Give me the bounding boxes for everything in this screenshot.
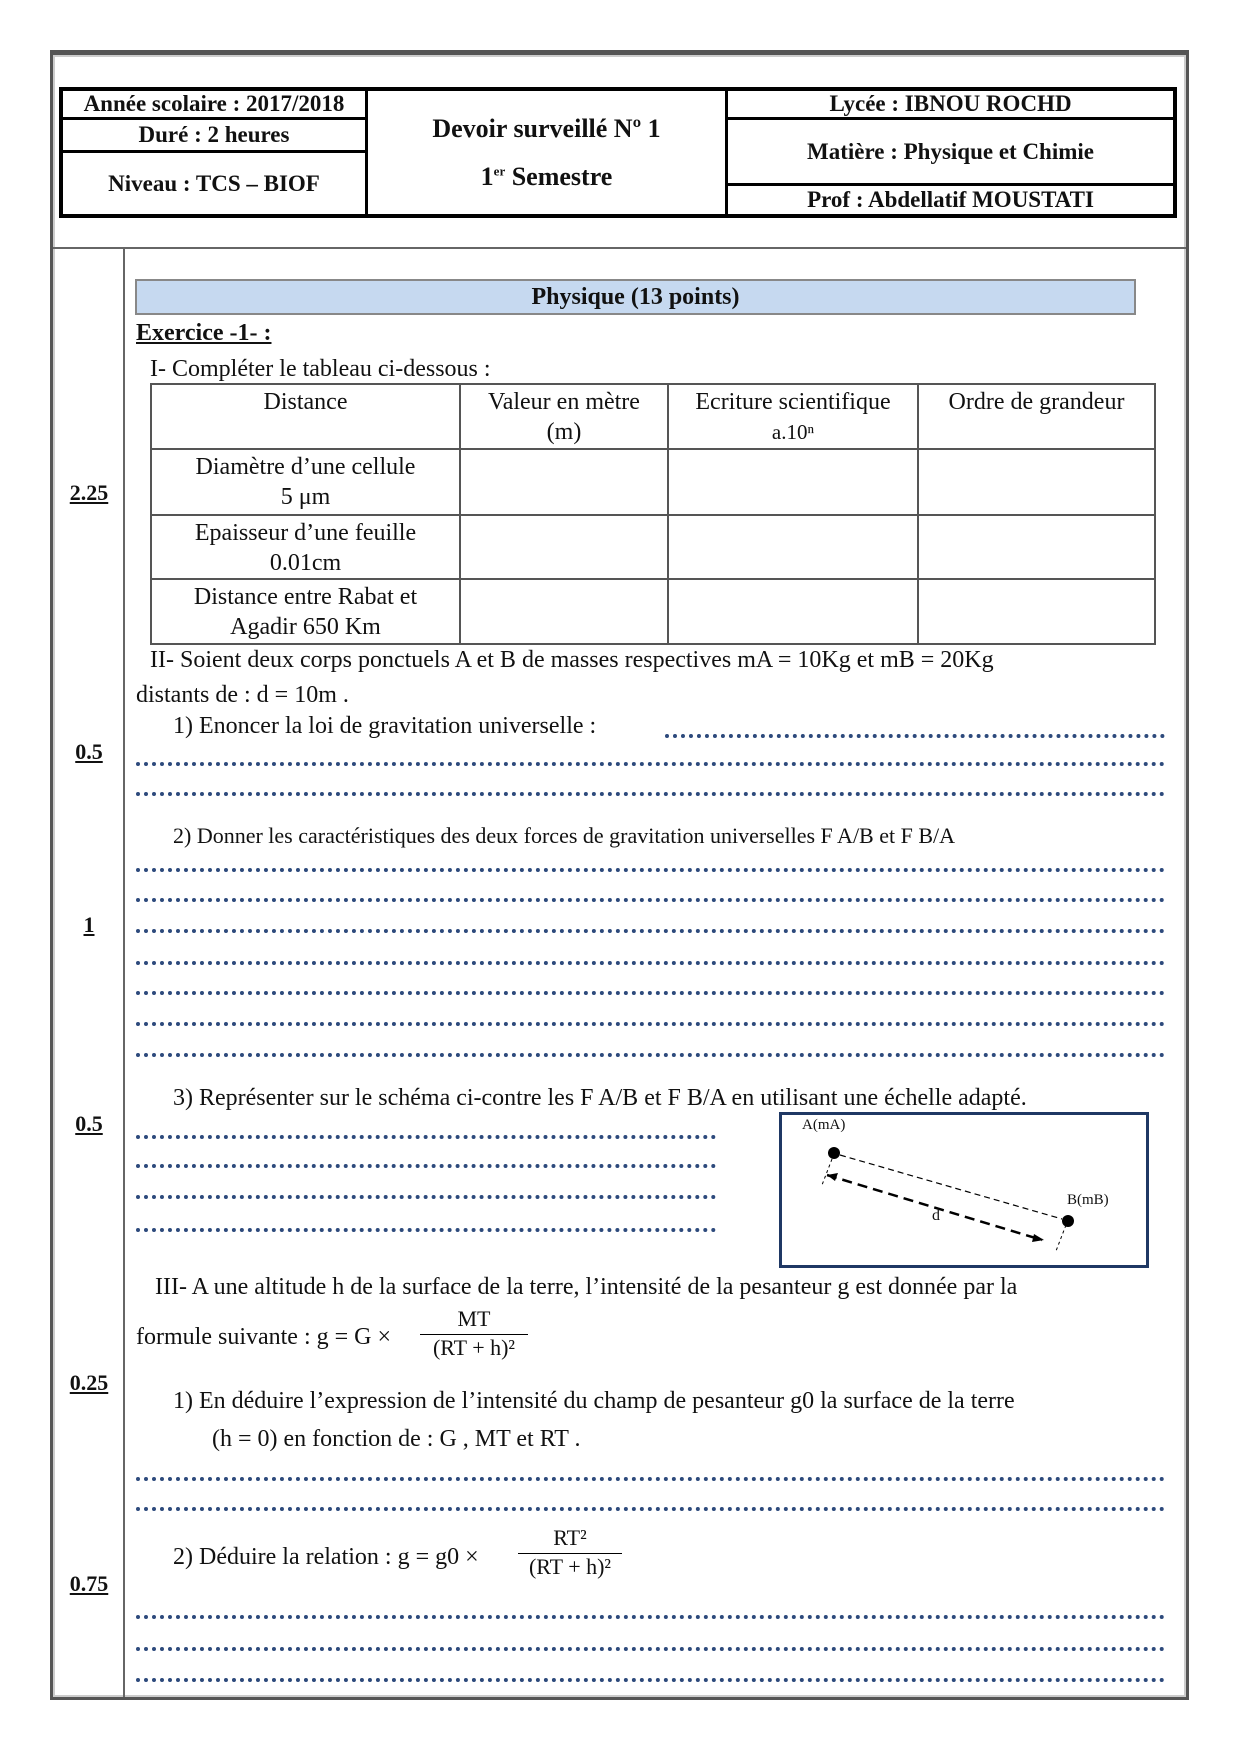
header-table xyxy=(59,87,1177,218)
answer-line[interactable] xyxy=(136,961,1165,965)
exercise-title: Exercice -1- : xyxy=(136,320,272,346)
score: 0.5 xyxy=(75,739,103,764)
table-row: Distance entre Rabat et Agadir 650 Km xyxy=(151,579,1155,644)
part2-intro: II- Soient deux corps ponctuels A et B de masses respectives mA = 10Kg et mB = 20Kg xyxy=(150,647,994,673)
table-header: Distance xyxy=(151,384,460,449)
question-2-3: 3) Représenter sur le schéma ci-contre les F A/B et F B/A en utilisant une échelle adapté. xyxy=(173,1085,1027,1111)
table-header: Ecriture scientifique a.10ⁿ xyxy=(668,384,918,449)
question-3-2: 2) Déduire la relation : g = g0 × xyxy=(173,1544,479,1570)
school-year: Année scolaire : 2017/2018 xyxy=(63,91,365,120)
answer-line[interactable] xyxy=(136,1022,1165,1026)
answer-cell[interactable] xyxy=(918,579,1155,644)
distance-table xyxy=(150,383,1156,645)
semester: 1er Semestre xyxy=(480,161,613,191)
label-a: A(mA) xyxy=(802,1117,846,1133)
divider xyxy=(53,247,1186,249)
answer-line[interactable] xyxy=(136,792,1165,796)
answer-cell[interactable] xyxy=(460,515,668,579)
level: Niveau : TCS – BIOF xyxy=(108,170,320,196)
answer-line[interactable] xyxy=(136,1615,1165,1619)
answer-line[interactable] xyxy=(136,1477,1165,1481)
answer-line[interactable] xyxy=(136,1135,716,1139)
answer-line[interactable] xyxy=(136,868,1165,872)
score: 1 xyxy=(83,912,95,937)
answer-line[interactable] xyxy=(136,1647,1165,1651)
answer-line[interactable] xyxy=(136,1228,716,1232)
diagram-drawing xyxy=(782,1115,1146,1265)
answer-cell[interactable] xyxy=(668,579,918,644)
margin-line xyxy=(123,247,125,1697)
question-3-1-b: (h = 0) en fonction de : G , MT et RT . xyxy=(212,1426,581,1452)
score: 0.75 xyxy=(69,1571,109,1596)
question-2-1: 1) Enoncer la loi de gravitation universelle : xyxy=(173,713,597,739)
part2-intro-2: distants de : d = 10m . xyxy=(136,682,349,708)
answer-line[interactable] xyxy=(136,1678,1165,1682)
answer-line[interactable] xyxy=(136,1195,716,1199)
answer-cell[interactable] xyxy=(668,515,918,579)
subject: Matière : Physique et Chimie xyxy=(728,120,1173,186)
answer-line[interactable] xyxy=(136,1507,1165,1511)
answer-line[interactable] xyxy=(136,929,1165,933)
answer-line[interactable] xyxy=(136,991,1165,995)
score: 0.25 xyxy=(69,1370,109,1395)
part1-instruction: I- Compléter le tableau ci-dessous : xyxy=(150,356,491,382)
table-row: Diamètre d’une cellule 5 μm xyxy=(151,449,1155,515)
score: 0.5 xyxy=(75,1111,103,1136)
label-b: B(mB) xyxy=(1067,1192,1109,1208)
answer-line[interactable] xyxy=(136,1164,716,1168)
duration: Duré : 2 heures xyxy=(63,120,365,153)
point-a xyxy=(828,1147,840,1159)
answer-line[interactable] xyxy=(136,898,1165,902)
exam-title: Devoir surveillé Nº 1 xyxy=(432,113,661,143)
question-2-2: 2) Donner les caractéristiques des deux forces de gravitation universelles F A/B et F B/A xyxy=(173,823,956,848)
answer-line[interactable] xyxy=(136,1053,1165,1057)
section-title: Physique (13 points) xyxy=(135,279,1136,315)
table-row: Epaisseur d’une feuille 0.01cm xyxy=(151,515,1155,579)
relation-fraction: RT² (RT + h)² xyxy=(518,1525,622,1580)
part3-intro: III- A une altitude h de la surface de la terre, l’intensité de la pesanteur g est donnée par la xyxy=(155,1274,1018,1300)
formula-fraction: MT (RT + h)² xyxy=(420,1306,528,1361)
answer-cell[interactable] xyxy=(918,515,1155,579)
question-3-1: 1) En déduire l’expression de l’intensité du champ de pesanteur g0 la surface de la terre xyxy=(173,1388,1015,1414)
force-diagram[interactable] xyxy=(779,1112,1149,1268)
answer-line[interactable] xyxy=(665,734,1165,738)
answer-cell[interactable] xyxy=(460,579,668,644)
answer-cell[interactable] xyxy=(460,449,668,515)
school-name: Lycée : IBNOU ROCHD xyxy=(728,91,1173,120)
label-d: d xyxy=(932,1207,940,1224)
answer-cell[interactable] xyxy=(668,449,918,515)
table-header: Ordre de grandeur xyxy=(918,384,1155,449)
answer-line[interactable] xyxy=(136,762,1165,766)
point-b xyxy=(1062,1215,1074,1227)
table-header: Valeur en mètre (m) xyxy=(460,384,668,449)
answer-cell[interactable] xyxy=(918,449,1155,515)
formula-prefix: formule suivante : g = G × xyxy=(136,1324,392,1350)
teacher: Prof : Abdellatif MOUSTATI xyxy=(807,187,1094,212)
score: 2.25 xyxy=(69,480,109,505)
